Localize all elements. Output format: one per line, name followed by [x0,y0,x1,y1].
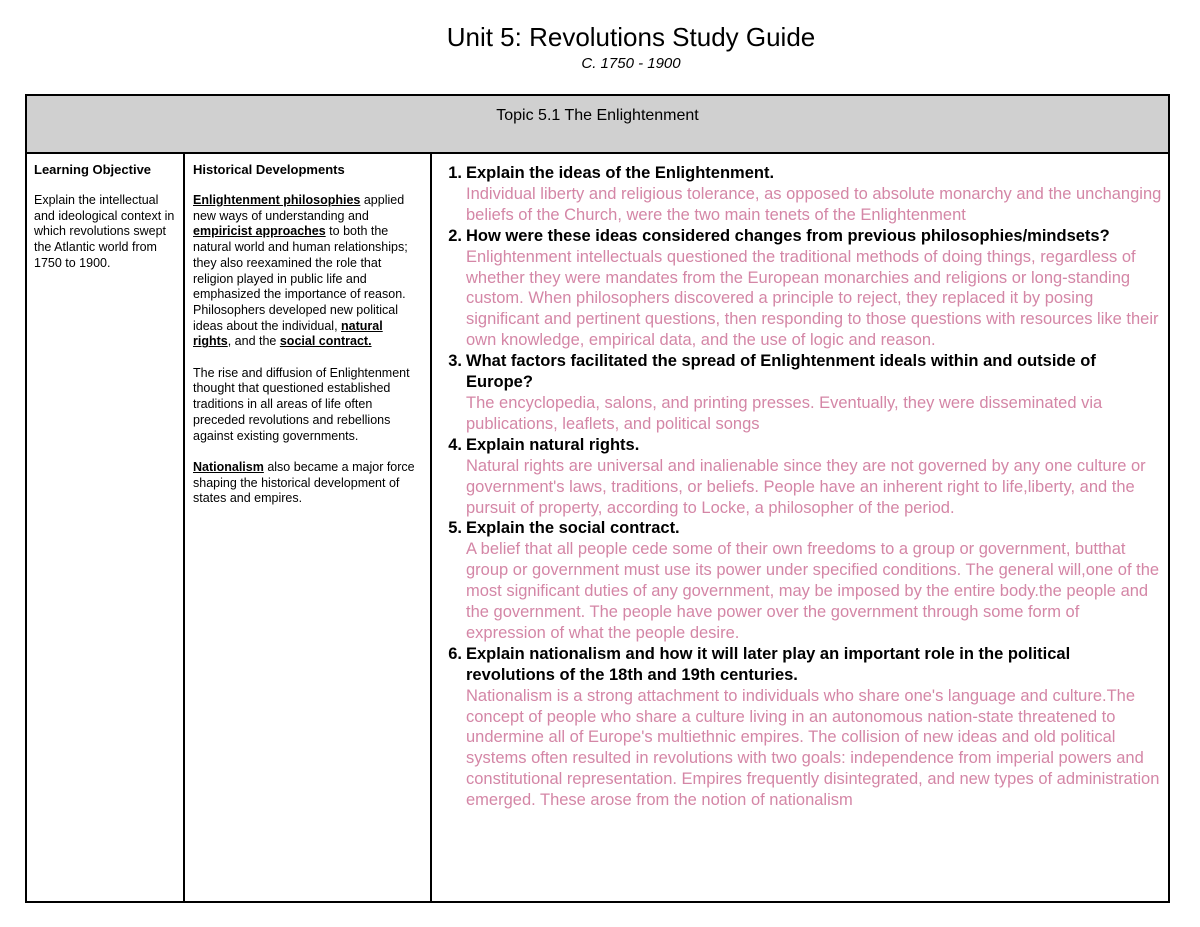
developments-paragraph-3 [193,460,416,507]
answer-text: Nationalism is a strong attachment to individuals who share one's language and culture.The concept of people who share a culture living in an autonomous nation-state threatened to undermine all of Europe's multiethnic empires. The collision of new ideas and old political systems often resulted in revolutions with two goals: independence from imperial powers and constitutional representation. Empires frequently disintegrated, and new types of administration emerged. These arose from the notion of nationalism [466,686,1160,810]
page-title: Unit 5: Revolutions Study Guide [446,22,816,52]
question-item [448,351,1162,435]
question-text: Explain nationalism and how it will later play an important role in the political revolutions of the 18th and 19th centuries. [466,644,1071,684]
question-list [448,163,1162,811]
developments-paragraph-2: The rise and diffusion of Enlightenment thought that questioned established traditions in all areas of life often preceded revolutions and rebellions against existing governments. [193,365,410,443]
question-number: 5. [448,519,462,538]
question-item [448,435,1162,519]
questions-column [432,154,1168,901]
question-number: 6. [448,644,462,663]
question-item [448,163,1162,226]
historical-developments-column [185,154,432,901]
developments-paragraph-1 [193,193,416,350]
term-enlightenment-philosophies: Enlightenment philosophies [193,193,361,207]
page-subtitle: C. 1750 - 1900 [581,55,681,72]
answer-text: The encyclopedia, salons, and printing presses. Eventually, they were disseminated via publications, leaflets, and political songs [466,393,1103,433]
question-number: 4. [448,435,462,454]
learning-objective-column [27,154,185,901]
historical-developments-heading: Historical Developments [193,162,345,177]
question-number: 2. [448,226,462,245]
answer-text: A belief that all people cede some of their own freedoms to a group or government, butthat group or government must use its power under specified conditions. The general will,one of the most significant duties of any government, may be imposed by the entire body.the people and the government. The people have power over the government through some form of expression of what the people desire. [466,540,1160,642]
learning-objective-text: Explain the intellectual and ideological context in which revolutions swept the Atlantic world from 1750 to 1900. [34,193,175,270]
answer-text: Individual liberty and religious tolerance, as opposed to absolute monarchy and the unchanging beliefs of the Church, were the two main tenets of the Enlightenment [466,184,1162,224]
answer-text: Natural rights are universal and inalienable since they are not governed by any one culture or government's laws, traditions, or beliefs. People have an inherent right to life,liberty, and the pursuit of property, according to Locke, a philosopher of the period. [466,456,1146,517]
developments-text-segment: , and the [227,334,280,349]
developments-text-segment: to both the natural world and human relationships; they also reexamined the role that religion played in public life and emphasized the importance of reason. Philosophers developed new political ideas about the individual, [193,224,408,333]
developments-text-segment: applied new ways of understanding and [193,193,405,223]
topic-header: Topic 5.1 The Enlightenment [27,96,1168,154]
term-empiricist-approaches: empiricist approaches [193,224,326,239]
developments-text-segment: also became a major force shaping the historical development of states and empires. [193,459,415,506]
learning-objective-heading: Learning Objective [34,162,152,177]
term-natural-rights: natural rights [193,318,383,349]
question-text: Explain the ideas of the Enlightenment. [466,164,775,182]
question-item [448,518,1162,643]
question-text: What factors facilitated the spread of Enlightenment ideals within and outside of Europe? [466,352,1096,392]
question-item [448,226,1162,351]
question-text: How were these ideas considered changes from previous philosophies/mindsets? [466,226,1110,245]
term-social-contract: social contract. [279,334,372,349]
term-nationalism: Nationalism [193,459,264,474]
study-guide-table [25,94,1170,903]
question-number: 1. [448,164,462,182]
question-text: Explain natural rights. [466,435,640,454]
answer-text: Enlightenment intellectuals questioned the traditional methods of doing things, regardless of whether they were mandates from the European monarchies and religions or long-standing custom. When philosophers discovered a principle to reject, they replaced it by posing significant and pertinent questions, then responding to those questions with resources like their own knowledge, empirical data, and the use of logic and reason. [466,247,1159,350]
question-number: 3. [448,352,462,371]
question-text: Explain the social contract. [466,519,680,538]
question-item [448,644,1162,811]
